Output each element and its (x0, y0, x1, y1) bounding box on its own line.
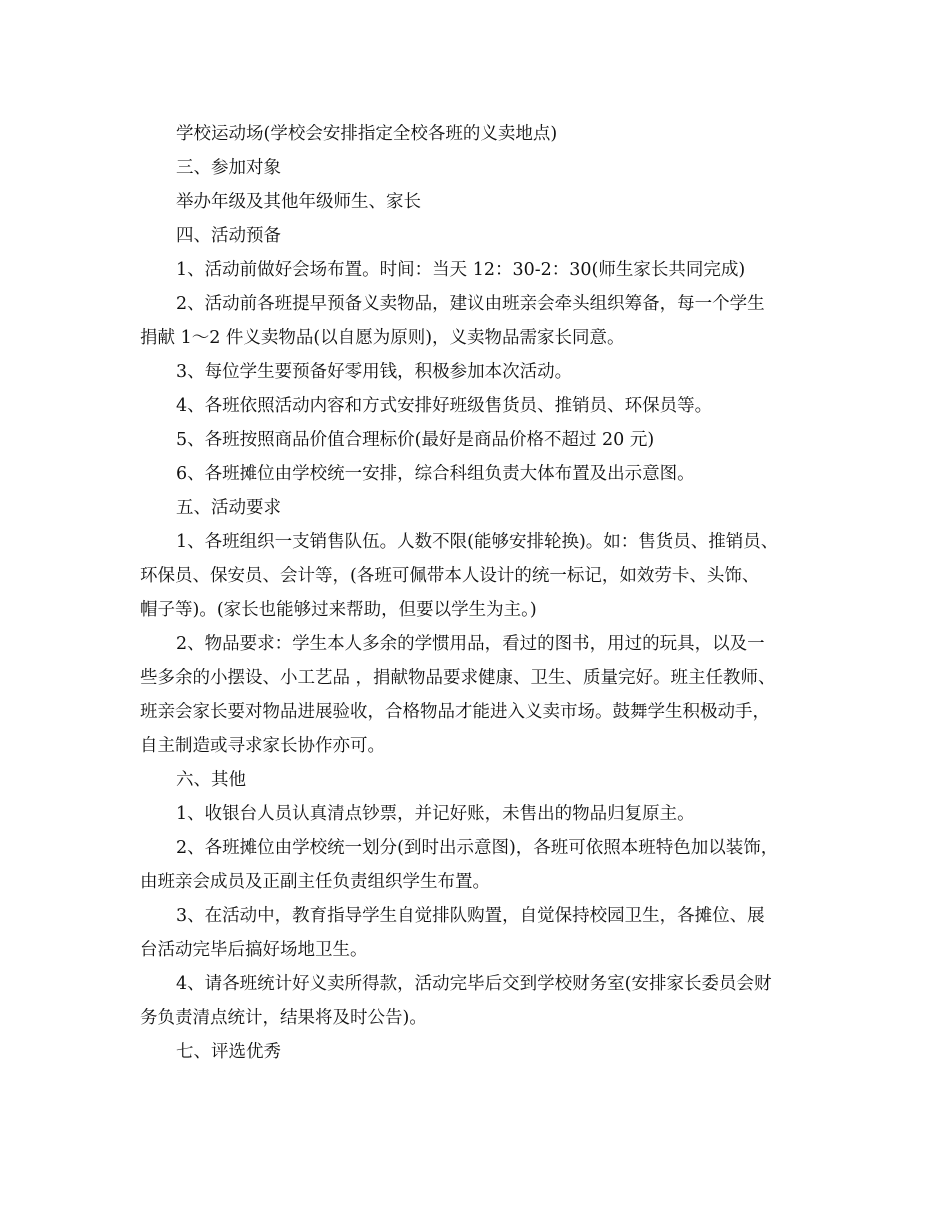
text-line: 自主制造或寻求家长协作亦可。 (140, 736, 385, 756)
section-heading-requirements: 五、活动要求 (176, 498, 281, 518)
text-line: 捐献 1～2 件义卖物品(以自愿为原则)，义卖物品需家长同意。 (140, 328, 625, 348)
text-line: 些多余的小摆设、小工艺品 ，捐献物品要求健康、卫生、质量完好。班主任教师、 (140, 668, 776, 688)
text-line: 环保员、保安员、会计等，(各班可佩带本人设计的统一标记，如效劳卡、头饰、 (140, 566, 760, 586)
text-line: 举办年级及其他年级师生、家长 (176, 192, 421, 212)
section-heading-other: 六、其他 (176, 770, 246, 790)
text-line: 3、每位学生要预备好零用钱，积极参加本次活动。 (176, 362, 573, 382)
text-line: 学校运动场(学校会安排指定全校各班的义卖地点) (176, 124, 558, 144)
text-line: 台活动完毕后搞好场地卫生。 (140, 940, 368, 960)
section-heading-awards: 七、评选优秀 (176, 1042, 281, 1062)
text-line: 6、各班摊位由学校统一安排，综合科组负责大体布置及出示意图。 (176, 464, 695, 484)
text-line: 2、各班摊位由学校统一划分(到时出示意图)，各班可依照本班特色加以装饰， (176, 838, 779, 858)
text-line: 务负责清点统计，结果将及时公告)。 (140, 1008, 427, 1028)
text-line: 5、各班按照商品价值合理标价(最好是商品价格不超过 20 元) (176, 430, 655, 450)
text-line: 2、物品要求：学生本人多余的学惯用品，看过的图书，用过的玩具，以及一 (176, 634, 765, 654)
text-line: 帽子等)。(家长也能够过来帮助，但要以学生为主。) (140, 600, 537, 620)
text-line: 1、各班组织一支销售队伍。人数不限(能够安排轮换)。如：售货员、推销员、 (176, 532, 779, 552)
text-line: 班亲会家长要对物品进展验收，合格物品才能进入义卖市场。鼓舞学生积极动手， (140, 702, 770, 722)
text-line: 由班亲会成员及正副主任负责组织学生布置。 (140, 872, 490, 892)
text-line: 1、收银台人员认真清点钞票，并记好账，未售出的物品归复原主。 (176, 804, 695, 824)
text-line: 1、活动前做好会场布置。时间：当天 12：30-2：30(师生家长共同完成) (176, 260, 746, 280)
text-line: 4、请各班统计好义卖所得款，活动完毕后交到学校财务室(安排家长委员会财 (176, 974, 772, 994)
text-line: 4、各班依照活动内容和方式安排好班级售货员、推销员、环保员等。 (176, 396, 713, 416)
section-heading-participants: 三、参加对象 (176, 158, 281, 178)
text-line: 2、活动前各班提早预备义卖物品，建议由班亲会牵头组织筹备，每一个学生 (176, 294, 765, 314)
text-line: 3、在活动中，教育指导学生自觉排队购置，自觉保持校园卫生，各摊位、展 (176, 906, 765, 926)
section-heading-preparation: 四、活动预备 (176, 226, 281, 246)
